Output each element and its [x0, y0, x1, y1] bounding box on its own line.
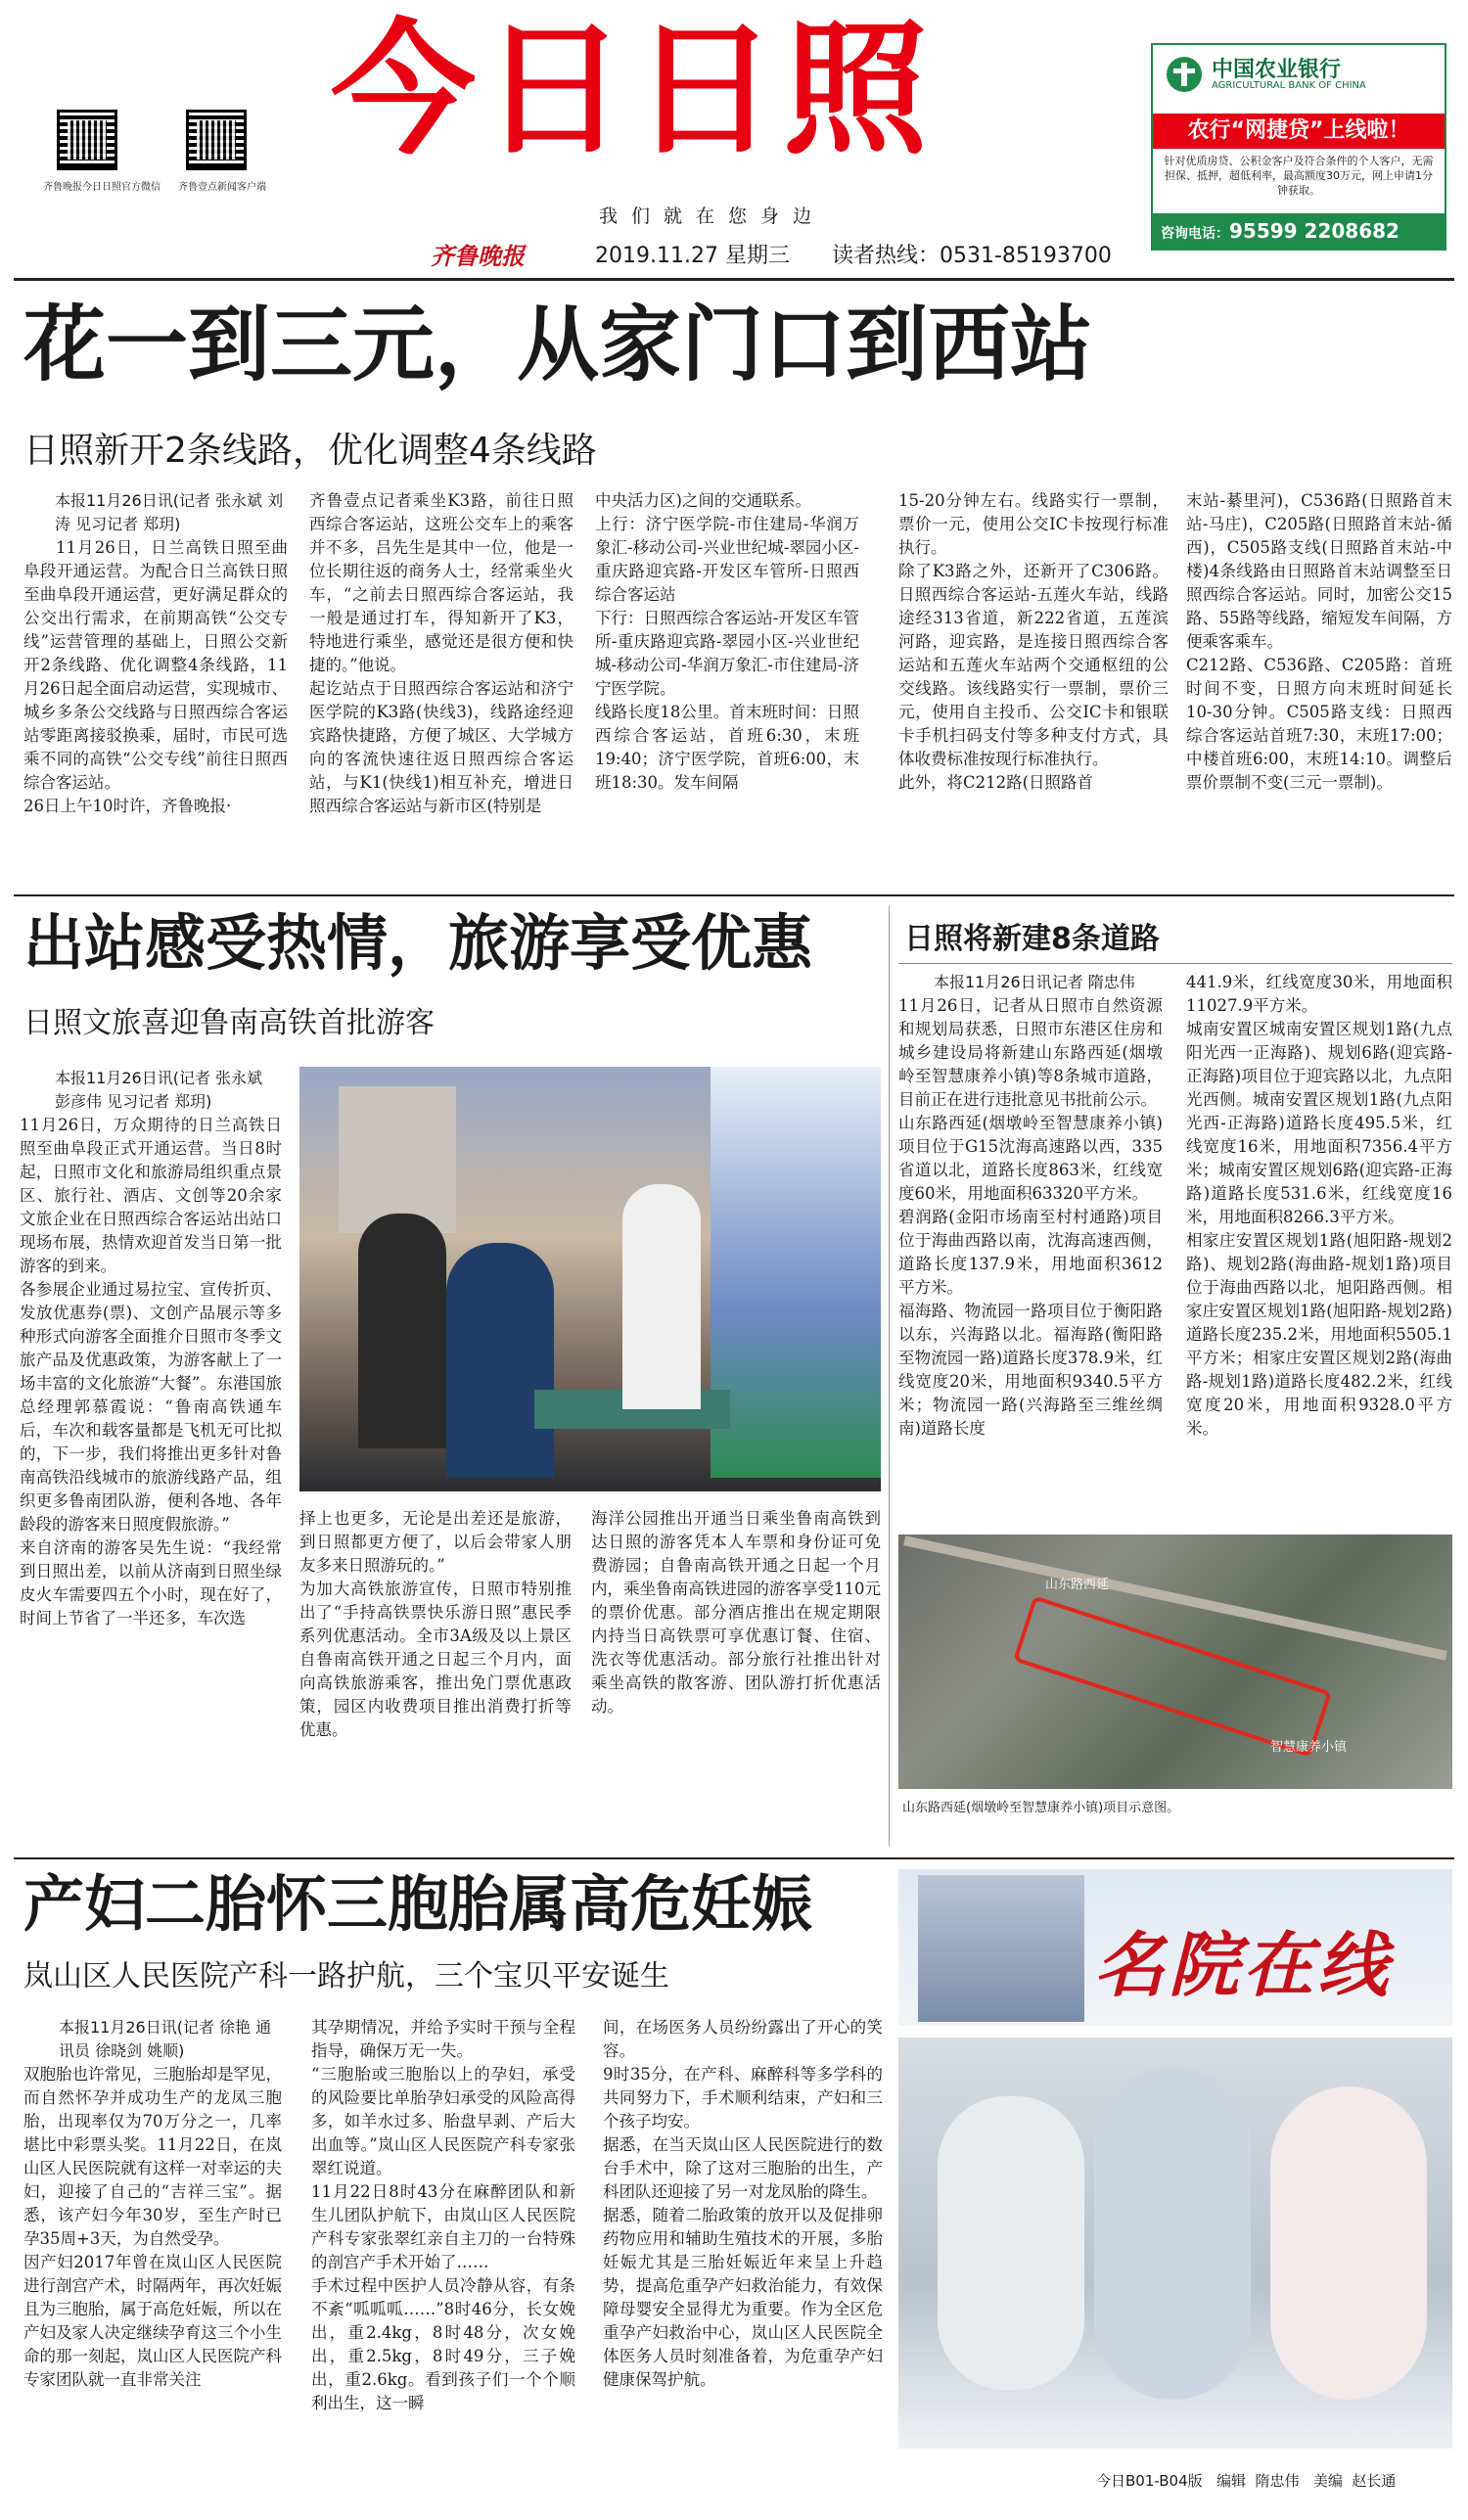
section-divider-2 [14, 1857, 1454, 1859]
story2-column-1 [20, 1067, 282, 1897]
story1-column-1 [23, 489, 288, 908]
bank-name-en: AGRICULTURAL BANK OF CHINA [1212, 80, 1366, 91]
story4-body-2: 其孕期情况，并给予实时干预与全程指导，确保万无一失。 “三胞胎或三胞胎以上的孕妇，承受的风险要比单胎孕妇承受的风险高得多，如羊水过多、胎盘早剥、产后大出血等。”岚山区人民医院产科专家张翠红说道。 11月22日8时43分在麻醉团队和新生儿团队护航下，由岚山区人民医院产科专家张翠红亲自主刀的一台特殊的剖宫产手术开始了…… 手术过程中医护人员冷静从容，有条不紊“呱呱呱……”8时46分，长女娩出，重2.4kg，8时48分，次女娩出，重2.5kg，8时49分，三子娩出，重2.6kg。看到孩子们一个个顺利出生，这一瞬 [311, 2018, 575, 2412]
story4-column-1 [23, 2016, 282, 2488]
story4-body-3: 间，在场医务人员纷纷露出了开心的笑容。 9时35分，在产科、麻醉科等多学科的共同努力下，手术顺利结束，产妇和三个孩子均安。 据悉，在当天岚山区人民医院进行的数台手术中，除了这对三胞胎的出生，产科团队还迎接了另一对龙凤胎的降生。 据悉，随着二胎政策的放开以及促排卵药物应用和辅助生殖技术的开展，多胎妊娠尤其是三胎妊娠近年来呈上升趋势，提高危重孕产妇救治能力，有效保障母婴安全显得尤为重要。作为全区危重孕产妇救治中心，岚山区人民医院全体医务人员时刻准备着，为危重孕产妇健康保驾护航。 [603, 2018, 883, 2389]
ad-phone-bar [1153, 213, 1445, 249]
qr-code-icon [186, 110, 247, 170]
ad-phone-number: 95599 2208682 [1229, 219, 1399, 243]
story1-body-4: 15-20分钟左右。线路实行一票制，票价一元，使用公交IC卡按现行标准执行。 除了K3路之外，还新开了C306路。日照西综合客运站-五莲火车站，线路途经313省道，新222省道，五莲滨河路，迎宾路，是连接日照西综合客运站和五莲火车站两个交通枢纽的公交线路。该线路实行一票制，票价三元，使用自主投币、公交IC卡和银联卡手机扫码支付等多种支付方式，具体收费标准按现行标准执行。 此外，将C212路(日照路首 [898, 491, 1169, 792]
story1-body-1: 11月26日，日兰高铁日照至曲阜段开通运营。为配合日兰高铁日照至曲阜段开通运营，更好满足群众的公交出行需求，在前期高铁“公交专线”运营管理的基础上，日照公交新开2条线路、优化调整4条线路，11月26日起全面启动运营，实现城市、城乡多条公交线路与日照西综合客运站零距离接驳换乘，届时，市民可选乘不同的高铁“公交专线”前往日照西综合客运站。 26日上午10时许，齐鲁晚报· [23, 538, 288, 815]
story2-subhead: 日照文旅喜迎鲁南高铁首批游客 [23, 1006, 435, 1040]
story3-body-1: 11月26日，记者从日照市自然资源和规划局获悉，日照市东港区住房和城乡建设局将新建山东路西延(烟墩岭至智慧康养小镇)等8条城市道路，目前正在进行违批意见书批前公示。 山东路西延(烟墩岭至智慧康养小镇)项目位于G15沈海高速路以西，335省道以北，道路长度863米，红线宽度60米，用地面积63320平方米。 碧润路(金阳市场南至村村通路)项目位于海曲西路以南，沈海高速西侧，道路长度137.9米，用地面积3612平方米。 福海路、物流园一路项目位于衡阳路以东，兴海路以北。福海路(衡阳路至物流园一路)道路长度378.9米，红线宽度20米，用地面积9340.5平方米；物流园一路(兴海路至三维丝绸南)道路长度 [898, 996, 1163, 1438]
famous-hospital-banner [898, 1869, 1452, 2026]
issue-date: 2019.11.27 星期三 [595, 244, 790, 268]
story3-column-1 [898, 971, 1163, 1511]
footer-editor: 隋忠伟 [1255, 2472, 1300, 2490]
story3-headline-rule [898, 963, 1452, 964]
story1-byline: 本报11月26日讯(记者 张永斌 刘涛 见习记者 郑玥) [55, 491, 284, 533]
story2-body-1: 11月26日，万众期待的日兰高铁日照至曲阜段正式开通运营。当日8时起，日照市文化和旅游局组织重点景区、旅行社、酒店、文创等20余家文旅企业在日照西综合客运站出站口现场布展，热情欢迎首发当日第一批游客的到来。 各参展企业通过易拉宝、宣传折页、发放优惠券(票)、文创产品展示等多种形式向游客全面推介日照市冬季文旅产品及优惠政策，为游客献上了一场丰富的文化旅游“大餐”。东港国旅总经理郭慕霞说：“鲁南高铁通车后，车次和载客量都是飞机无可比拟的，下一步，我们将推出更多针对鲁南高铁沿线城市的旅游线路产品，组织更多鲁南团队游，便利各地、各年龄段的游客来日照度假旅游。” 来自济南的游客吴先生说：“我经常到日照出差，以前从济南到日照坐绿皮火车需要四五个小时，现在好了，时间上节省了一半还多，车次选 [20, 1116, 282, 1627]
story2-byline: 本报11月26日讯(记者 张永斌 彭彦伟 见习记者 郑玥) [55, 1069, 263, 1111]
story1-headline: 花一到三元，从家门口到西站 [23, 297, 1093, 392]
ad-headline: 农行“网捷贷”上线啦！ [1153, 114, 1445, 149]
story1-body-5: 末站-綦里河)，C536路(日照路首末站-马庄)，C205路(日照路首末站-循西)，C505路支线(日照路首末站-中楼)4条线路由日照路首末站调整至日照西综合客运站。同时，加密公交15路、55路等线路，缩短发车间隔，方便乘客乘车。 C212路、C536路、C205路：首班时间不变，日照方向末班时间延长10-30分钟。C505路支线：日照西综合客运站首班7:30，末班17:00；中楼首班6:00，末班14:10。调整后票价票制不变(三元一票制)。 [1186, 491, 1452, 792]
story2-headline: 出站感受热情，旅游享受优惠 [23, 907, 813, 979]
bank-advertisement[interactable] [1151, 43, 1446, 251]
footer-designer: 赵长通 [1352, 2472, 1397, 2490]
story2-body-2: 择上也更多，无论是出差还是旅游，到日照都更方便了，以后会带家人朋友多来日照游玩的。” 为加大高铁旅游宣传，日照市特别推出了“手持高铁票快乐游日照”惠民季系列优惠活动。全市3A级及以上景区自鲁南高铁开通之日起三个月内，面向高铁旅游乘客，推出免门票优惠政策，园区内收费项目推出消费打折等优惠。 [299, 1509, 572, 1739]
baby-wrapped [1094, 2067, 1251, 2400]
qr-caption-wechat: 齐鲁晚报今日日照官方微信 [43, 182, 161, 193]
masthead-slogan: 我们就在您身边 [599, 206, 826, 227]
page-footer [1096, 2470, 1396, 2491]
section-divider-1 [14, 894, 1454, 896]
story3-body-2: 441.9米，红线宽度30米，用地面积11027.9平方米。 城南安置区城南安置区规划1路(九点阳光西一正海路)、规划6路(迎宾路-正海路)项目位于迎宾路以北，九点阳光西侧。城南安置区规划1路(九点阳光西-正海路)道路长度495.5米，红线宽度16米，用地面积7356.4平方米；城南安置区规划6路(迎宾路-正海路)道路长度531.6米，红线宽度16米，用地面积8266.3平方米。 相家庄安置区规划1路(旭阳路-规划2路)、规划2路(海曲路-规划1路)项目位于海曲西路以北，旭阳路西侧。相家庄安置区规划1路(旭阳路-规划2路)道路长度235.2米，用地面积5505.1平方米；相家庄安置区规划2路(海曲路-规划1路)道路长度482.2米，红线宽度20米，用地面积9328.0平方米。 [1186, 973, 1452, 1438]
map-label: 智慧康养小镇 [1270, 1740, 1348, 1755]
triplets-photo [898, 2038, 1452, 2449]
map-caption: 山东路西延(烟墩岭至智慧康养小镇)项目示意图。 [902, 1801, 1180, 1815]
qr-code-news-app[interactable] [186, 110, 247, 170]
qr-code-official-wechat[interactable] [57, 110, 117, 170]
baby-wrapped [938, 2096, 1084, 2390]
story3-byline: 本报11月26日讯记者 隋忠伟 [934, 973, 1135, 991]
masthead-title: 今日日照 [331, 6, 934, 174]
tourism-booth-photo [299, 1067, 881, 1491]
story1-body-3: 中央活力区)之间的交通联系。 上行：济宁医学院-市住建局-华润万象汇-移动公司-兴业世纪城-翠园小区-重庆路迎宾路-开发区车管所-日照西综合客运站 下行：日照西综合客运站-开发区车管所-重庆路迎宾路-翠园小区-兴业世纪城-移动公司-华润万象汇-市住建局-济宁医学院。 线路长度18公里。首末班时间：日照西综合客运站，首班6:30，末班19:40；济宁医学院，首班6:00，末班18:30。发车间隔 [595, 491, 859, 792]
qr-caption-app: 齐鲁壹点新闻客户端 [178, 182, 266, 193]
footer-editor-label: 编辑 [1216, 2472, 1246, 2490]
masthead-divider [14, 278, 1454, 281]
ad-detail: 针对优质房贷、公积金客户及符合条件的个人客户，无需担保、抵押，超低利率，最高额度30万元，网上申请1分钟获取。 [1164, 155, 1434, 197]
map-label: 山东路西延 [1045, 1578, 1110, 1592]
story4-body-1: 双胞胎也许常见，三胞胎却是罕见，而自然怀孕并成功生产的龙凤三胞胎，出现率仅为70万分之一，几率堪比中彩票头奖。11月22日，在岚山区人民医院就有这样一对幸运的夫妇，迎接了自己的“吉祥三宝”。据悉，该产妇今年30岁，至生产时已孕35周+3天，为自然受孕。 因产妇2017年曾在岚山区人民医院进行剖宫产术，时隔两年，再次妊娠且为三胞胎，属于高危妊娠，所以在产妇及家人决定继续孕育这三个小生命的那一刻起，岚山区人民医院产科专家团队就一直非常关注 [23, 2065, 282, 2389]
story1-subhead: 日照新开2条线路，优化调整4条线路 [23, 431, 597, 471]
paper-name-logo: 齐鲁晚报 [431, 242, 525, 270]
story4-headline: 产妇二胎怀三胞胎属高危妊娠 [23, 1868, 813, 1940]
road-project-map [898, 1535, 1452, 1789]
footer-editions: 今日B01-B04版 [1096, 2472, 1203, 2490]
promo-title: 名院在线 [1094, 1923, 1393, 2006]
story3-headline: 日照将新建8条道路 [904, 922, 1160, 956]
story1-body-2: 齐鲁壹点记者乘坐K3路，前往日照西综合客运站，这班公交车上的乘客并不多，吕先生是其中一位，他是一位长期往返的商务人士，经常乘坐火车，“之前去日照西综合客运站，我一般是通过打车，得知新开了K3，特地进行乘坐，感觉还是很方便和快捷的。”他说。 起讫站点于日照西综合客运站和济宁医学院的K3路(快线3)，线路途经迎宾路快捷路，方便了城区、大学城方向的客流快速往返日照西综合客运站，与K1(快线1)相互补充，增进日照西综合客运站与新市区(特别是 [309, 491, 573, 815]
visitor-figure [358, 1214, 446, 1448]
bank-name-cn: 中国农业银行 [1212, 57, 1342, 82]
story2-body-3: 海洋公园推出开通当日乘坐鲁南高铁到达日照的游客凭本人车票和身份证可免费游园；自鲁南高铁开通之日起一个月内，乘坐鲁南高铁进园的游客享受110元的票价优惠。部分酒店推出在规定期限内持当日高铁票可享优惠订餐、住宿、洗衣等优惠活动。部分旅行社推出针对乘坐高铁的散客游、团队游打折优惠活动。 [591, 1509, 881, 1716]
reader-hotline: 读者热线：0531-85193700 [832, 244, 1112, 268]
footer-designer-label: 美编 [1312, 2472, 1343, 2490]
staff-figure [622, 1184, 701, 1409]
story4-byline: 本报11月26日讯(记者 徐艳 通讯员 徐晓剑 姚顺) [59, 2018, 272, 2060]
story4-subhead: 岚山区人民医院产科一路护航，三个宝贝平安诞生 [23, 1959, 669, 1993]
ad-phone-label: 咨询电话： [1161, 226, 1229, 242]
visitor-figure [446, 1243, 554, 1478]
exhibition-banner [711, 1067, 881, 1478]
column-divider [889, 906, 890, 1846]
baby-wrapped [1270, 2086, 1427, 2400]
bank-logo-icon [1167, 57, 1202, 92]
hospital-building [918, 1875, 1084, 2022]
qr-code-icon [57, 110, 117, 170]
